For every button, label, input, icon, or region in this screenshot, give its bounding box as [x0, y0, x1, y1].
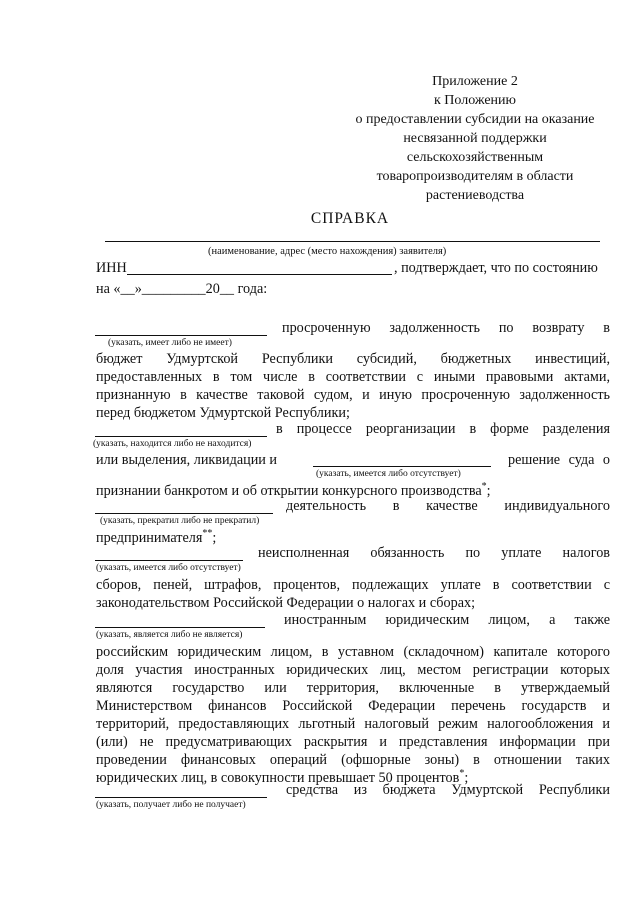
- header-line: сельскохозяйственным: [406, 150, 544, 165]
- footnote-mark: *: [481, 481, 487, 492]
- header-line: товаропроизводителям в области: [376, 169, 574, 184]
- budget-funds-field-line: [95, 797, 267, 798]
- inn-label: ИНН: [96, 260, 127, 276]
- reorganization-field-line: [95, 436, 267, 437]
- arrears-line: просроченную задолженность по возврату в: [282, 320, 610, 336]
- reorganization-caption: (указать, находится либо не находится): [93, 439, 252, 449]
- document-title: СПРАВКА: [310, 210, 390, 227]
- taxes-line: законодательством Российской Федерации о налогах и сборах;: [96, 595, 476, 611]
- header-line: несвязанной поддержки: [403, 131, 547, 146]
- arrears-line: перед бюджетом Удмуртской Республики;: [96, 405, 350, 421]
- reorganization-line: решение суда о: [508, 452, 610, 468]
- court-decision-field-line: [313, 466, 491, 467]
- taxes-line: сборов, пеней, штрафов, процентов, подлежащих уплате в соответствии с: [96, 577, 610, 593]
- entrepreneur-last-line: [96, 529, 216, 547]
- foreign-line: проведении финансовых операций (офшорные зоны) в отношении таких: [96, 752, 610, 768]
- arrears-line: бюджет Удмуртской Республики субсидий, бюджетных инвестиций,: [96, 351, 610, 367]
- foreign-text: юридических лиц, в совокупности превышает 50 процентов: [96, 770, 460, 786]
- foreign-line: территорий, предоставляющих льготный налоговый режим налогообложения и: [96, 716, 610, 732]
- foreign-line: доля участия иностранных юридических лиц, местом регистрации которых: [96, 662, 610, 678]
- arrears-line: предоставленных в том числе в соответствии с иными правовыми актами,: [96, 369, 610, 385]
- header-line: к Положению: [433, 93, 516, 108]
- inn-field-line: [127, 274, 392, 275]
- header-line: о предоставлении субсидии на оказание: [355, 112, 595, 127]
- entrepreneur-text: предпринимателя: [96, 530, 203, 546]
- footnote-mark: **: [202, 528, 213, 539]
- appendix-header: [330, 72, 620, 205]
- reorganization-text: признании банкротом и об открытии конкурсного производства: [96, 483, 482, 499]
- applicant-name-line: [105, 241, 600, 242]
- budget-funds-caption: (указать, получает либо не получает): [96, 800, 246, 810]
- entrepreneur-field-line: [95, 513, 273, 514]
- footnote-mark: *: [459, 768, 465, 779]
- semicolon: ;: [212, 530, 217, 546]
- foreign-line: российским юридическим лицом, в уставном (складочном) капитале которого: [96, 644, 610, 660]
- header-line: Приложение 2: [432, 74, 518, 89]
- arrears-caption: (указать, имеет либо не имеет): [108, 338, 232, 348]
- foreign-field-line: [95, 627, 265, 628]
- foreign-line: иностранным юридическим лицом, а также: [284, 612, 610, 628]
- semicolon: ;: [464, 770, 469, 786]
- foreign-line: Министерством финансов Российской Федерации перечень государств и: [96, 698, 610, 714]
- applicant-caption: (наименование, адрес (место нахождения) заявителя): [208, 246, 447, 257]
- foreign-line: (или) не предусматривающих раскрытия и представления информации при: [96, 734, 610, 750]
- reorganization-line: в процессе реорганизации в форме разделения: [276, 421, 610, 437]
- reorganization-line: или выделения, ликвидации и: [96, 452, 278, 468]
- entrepreneur-line: деятельность в качестве индивидуального: [286, 498, 610, 514]
- date-line: на «__»_________20__ года:: [96, 281, 268, 297]
- court-decision-caption: (указать, имеется либо отсутствует): [316, 469, 461, 479]
- entrepreneur-caption: (указать, прекратил либо не прекратил): [100, 516, 260, 526]
- confirms-text: , подтверждает, что по состоянию: [394, 260, 598, 276]
- taxes-line: неисполненная обязанность по уплате налогов: [258, 545, 610, 561]
- arrears-field-line: [95, 335, 267, 336]
- arrears-line: признанную в качестве таковой судом, и иную просроченную задолженность: [96, 387, 610, 403]
- taxes-field-line: [95, 560, 243, 561]
- header-line: растениеводства: [425, 188, 525, 203]
- budget-funds-line: средства из бюджета Удмуртской Республики: [286, 782, 610, 798]
- foreign-line: являются государство или территория, включенные в утверждаемый: [96, 680, 610, 696]
- taxes-caption: (указать, имеется либо отсутствует): [96, 563, 241, 573]
- semicolon: ;: [486, 483, 491, 499]
- foreign-caption: (указать, является либо не является): [96, 630, 243, 640]
